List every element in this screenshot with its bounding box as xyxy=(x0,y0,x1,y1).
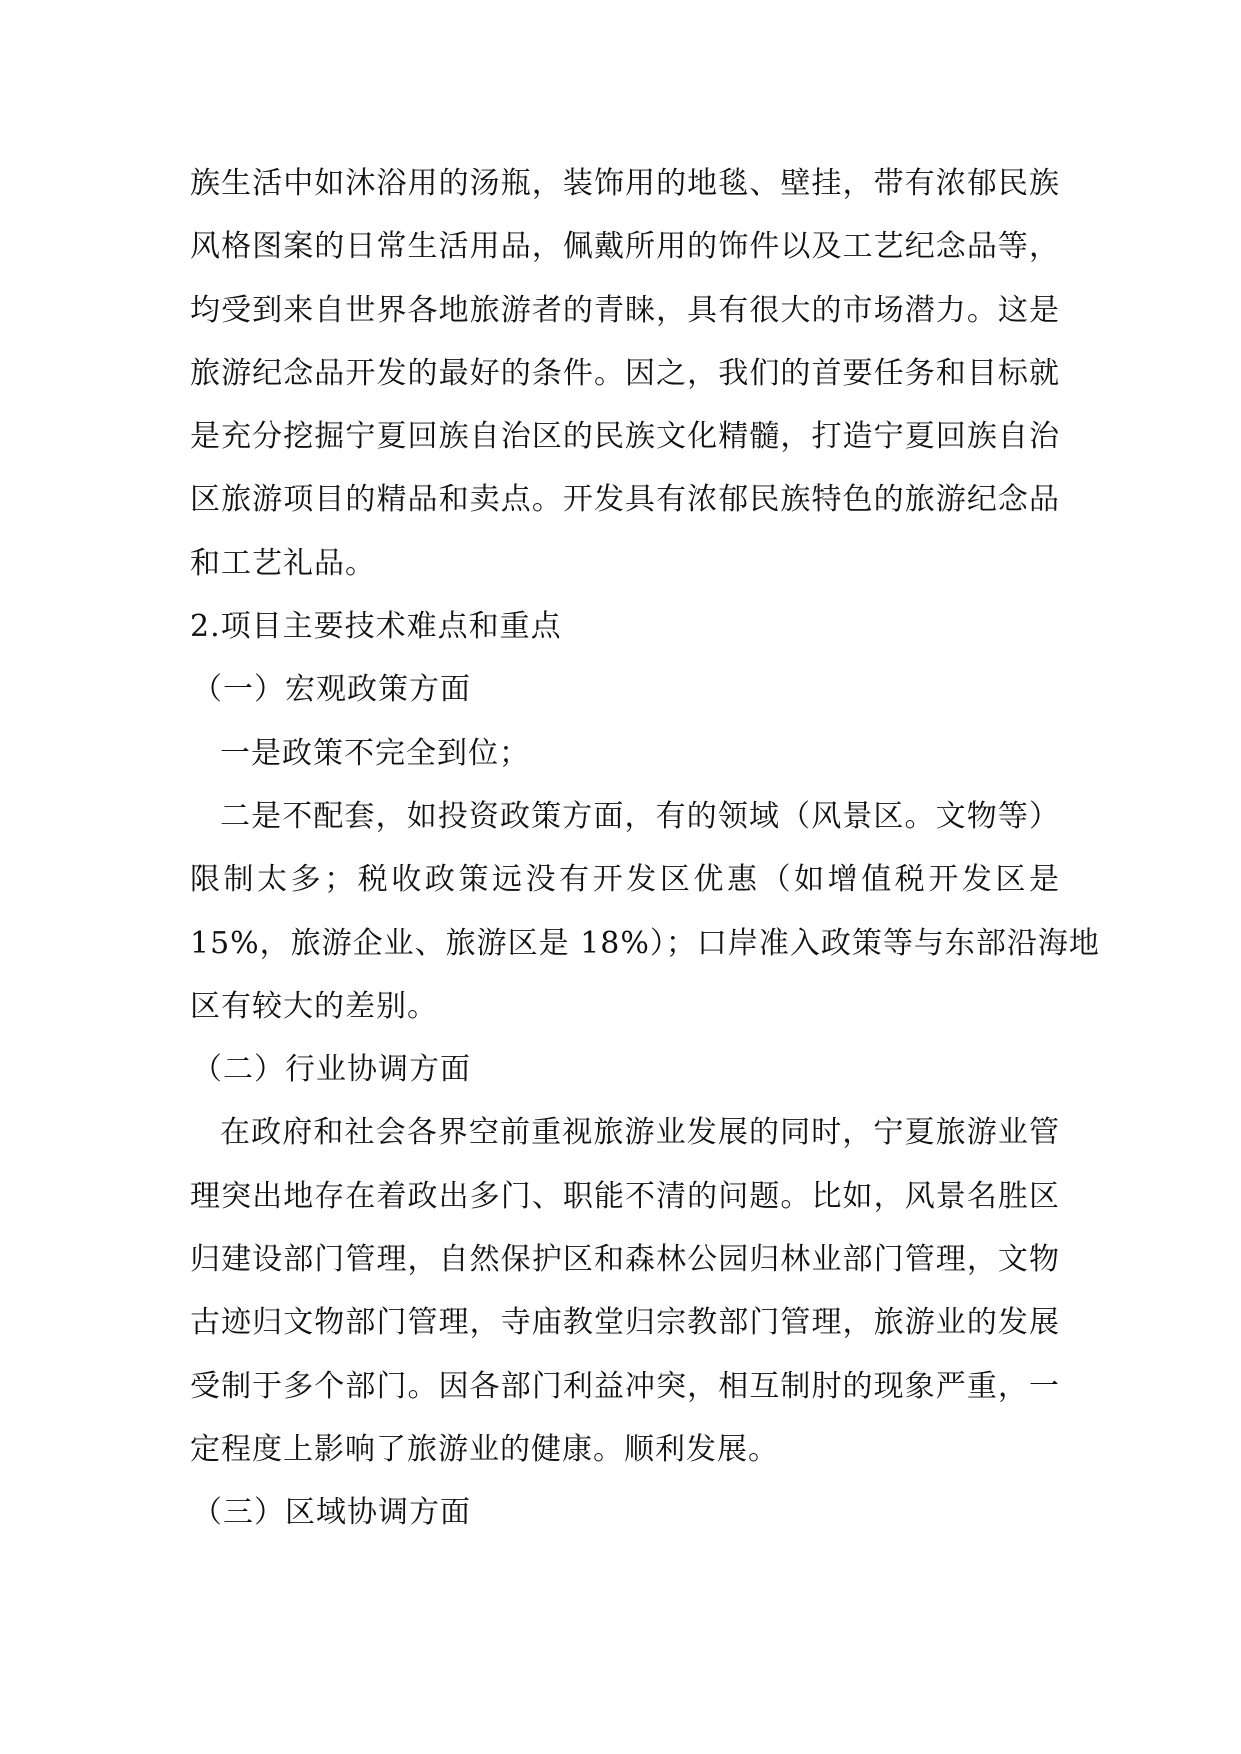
text-line: 在政府和社会各界空前重视旅游业发展的同时，宁夏旅游业管 xyxy=(220,1115,1060,1151)
text-line: 均受到来自世界各地旅游者的青睐，具有很大的市场潜力。这是 xyxy=(190,292,1060,328)
body-text xyxy=(190,152,1100,1545)
text-line: 古迹归文物部门管理，寺庙教堂归宗教部门管理，旅游业的发展 xyxy=(190,1305,1060,1341)
text-line: 一是政策不完全到位； xyxy=(220,735,530,771)
text-line: 15%，旅游企业、旅游区是 18%）；口岸准入政策等与东部沿海地 xyxy=(190,925,1100,961)
text-line: 和工艺礼品。 xyxy=(190,545,376,581)
text-line: 归建设部门管理，自然保护区和森林公园归林业部门管理，文物 xyxy=(190,1242,1060,1278)
text-line: 限制太多；税收政策远没有开发区优惠（如增值税开发区是 xyxy=(190,862,1060,898)
subsection-heading: （三）区域协调方面 xyxy=(192,1495,471,1531)
subsection-heading: （一）宏观政策方面 xyxy=(192,672,471,708)
text-line: 区旅游项目的精品和卖点。开发具有浓郁民族特色的旅游纪念品 xyxy=(190,482,1060,518)
text-line: 定程度上影响了旅游业的健康。顺利发展。 xyxy=(190,1431,779,1467)
subsection-heading: （二）行业协调方面 xyxy=(192,1052,471,1088)
text-line: 二是不配套，如投资政策方面，有的领域（风景区。文物等） xyxy=(220,798,1060,834)
text-line: 受制于多个部门。因各部门利益冲突，相互制肘的现象严重，一 xyxy=(190,1368,1060,1404)
text-line: 区有较大的差别。 xyxy=(190,988,438,1024)
text-line: 是充分挖掘宁夏回族自治区的民族文化精髓，打造宁夏回族自治 xyxy=(190,419,1060,455)
text-line: 风格图案的日常生活用品，佩戴所用的饰件以及工艺纪念品等， xyxy=(190,229,1060,265)
text-line: 旅游纪念品开发的最好的条件。因之，我们的首要任务和目标就 xyxy=(190,355,1060,391)
text-line: 理突出地存在着政出多门、职能不清的问题。比如，风景名胜区 xyxy=(190,1178,1060,1214)
text-line: 族生活中如沐浴用的汤瓶，装饰用的地毯、壁挂，带有浓郁民族 xyxy=(190,166,1060,201)
section-heading: 2.项目主要技术难点和重点 xyxy=(190,609,562,645)
